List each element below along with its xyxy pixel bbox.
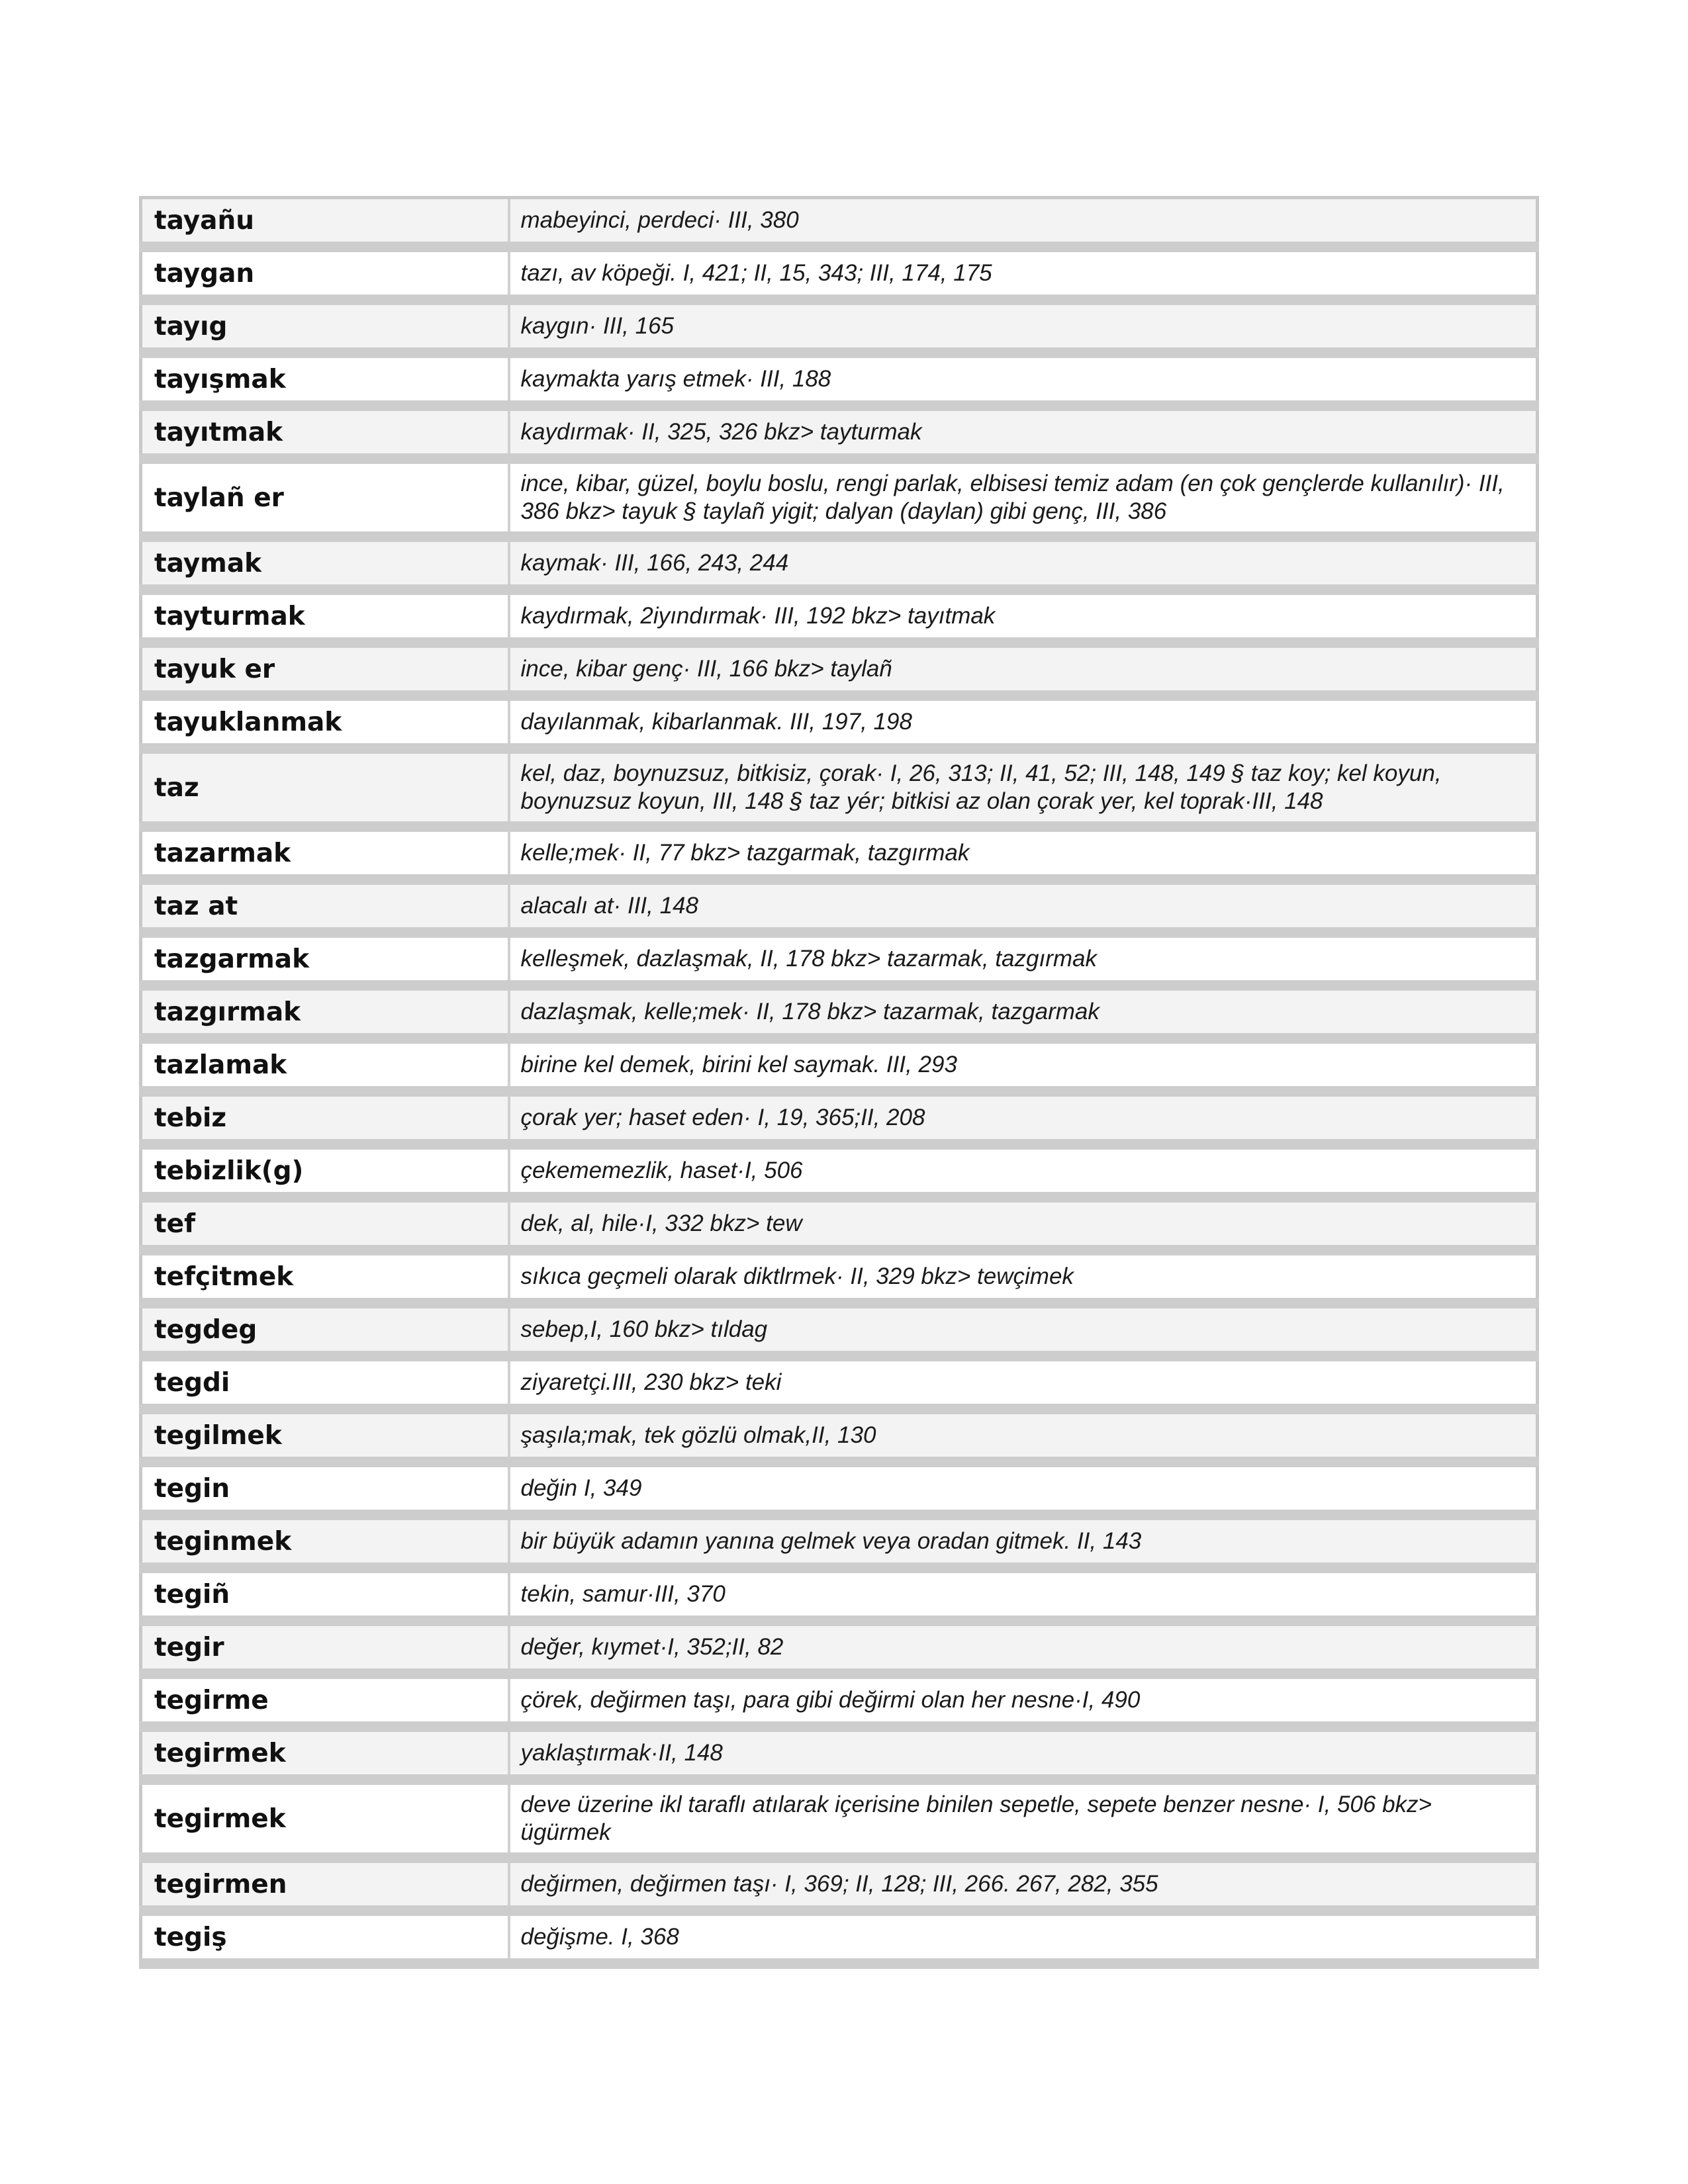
headword: tebiz <box>141 1091 509 1144</box>
table-row <box>141 1409 1538 1462</box>
table-row <box>141 1911 1538 1964</box>
definition: dazlaşmak, kelle;mek· II, 178 bkz> tazarmak, tazgarmak <box>509 985 1538 1038</box>
headword: teginmek <box>141 1515 509 1568</box>
headword: tegin <box>141 1462 509 1515</box>
table-row <box>141 1462 1538 1515</box>
headword: taz <box>141 749 509 827</box>
headword: tayışmak <box>141 353 509 406</box>
headword: tebizlik(g) <box>141 1144 509 1197</box>
definition: alacalı at· III, 148 <box>509 880 1538 933</box>
headword: tegiñ <box>141 1568 509 1621</box>
table-row <box>141 643 1538 696</box>
headword: tayturmak <box>141 590 509 643</box>
headword: tayıg <box>141 300 509 353</box>
table-row <box>141 1568 1538 1621</box>
headword: tef <box>141 1197 509 1250</box>
definition: değin I, 349 <box>509 1462 1538 1515</box>
headword: tayuk er <box>141 643 509 696</box>
definition: tekin, samur·III, 370 <box>509 1568 1538 1621</box>
headword: taygan <box>141 247 509 300</box>
headword: tazgarmak <box>141 933 509 985</box>
table-row <box>141 537 1538 590</box>
headword: taymak <box>141 537 509 590</box>
table-row <box>141 1858 1538 1911</box>
table-row <box>141 827 1538 880</box>
headword: tegilmek <box>141 1409 509 1462</box>
definition: kelleşmek, dazlaşmak, II, 178 bkz> tazarmak, tazgırmak <box>509 933 1538 985</box>
definition: kaygın· III, 165 <box>509 300 1538 353</box>
table-row <box>141 880 1538 933</box>
dictionary-table <box>139 196 1539 1969</box>
definition: deve üzerine ikl taraflı atılarak içerisine binilen sepetle, sepete benzer nesne· I, 506 bkz> ügürmek <box>509 1780 1538 1858</box>
table-row <box>141 300 1538 353</box>
definition: çörek, değirmen taşı, para gibi değirmi olan her nesne·I, 490 <box>509 1674 1538 1727</box>
definition: şaşıla;mak, tek gözlü olmak,II, 130 <box>509 1409 1538 1462</box>
table-row <box>141 933 1538 985</box>
table-row <box>141 459 1538 537</box>
definition: çorak yer; haset eden· I, 19, 365;II, 208 <box>509 1091 1538 1144</box>
table-row <box>141 1091 1538 1144</box>
headword: tazgırmak <box>141 985 509 1038</box>
definition: bir büyük adamın yanına gelmek veya oradan gitmek. II, 143 <box>509 1515 1538 1568</box>
definition: çekememezlik, haset·I, 506 <box>509 1144 1538 1197</box>
table-row <box>141 749 1538 827</box>
table-row <box>141 1250 1538 1303</box>
table-row <box>141 353 1538 406</box>
definition: değişme. I, 368 <box>509 1911 1538 1964</box>
definition: ince, kibar, güzel, boylu boslu, rengi parlak, elbisesi temiz adam (en çok gençlerde kullanılır)· III, 386 bkz> tayuk § taylañ yigit; dalyan (daylan) gibi genç, III, 386 <box>509 459 1538 537</box>
definition: yaklaştırmak·II, 148 <box>509 1727 1538 1780</box>
table-row <box>141 1303 1538 1356</box>
table-row <box>141 696 1538 749</box>
headword: taz at <box>141 880 509 933</box>
table-row <box>141 1038 1538 1091</box>
table-row <box>141 1780 1538 1858</box>
definition: ince, kibar genç· III, 166 bkz> taylañ <box>509 643 1538 696</box>
definition: kelle;mek· II, 77 bkz> tazgarmak, tazgırmak <box>509 827 1538 880</box>
definition: değer, kıymet·I, 352;II, 82 <box>509 1621 1538 1674</box>
definition: mabeyinci, perdeci· III, 380 <box>509 198 1538 248</box>
table-row <box>141 1674 1538 1727</box>
definition: dayılanmak, kibarlanmak. III, 197, 198 <box>509 696 1538 749</box>
headword: tegdi <box>141 1356 509 1409</box>
definition: kaydırmak· II, 325, 326 bkz> tayturmak <box>509 406 1538 459</box>
definition: tazı, av köpeği. I, 421; II, 15, 343; III, 174, 175 <box>509 247 1538 300</box>
headword: tegir <box>141 1621 509 1674</box>
headword: tazarmak <box>141 827 509 880</box>
definition: ziyaretçi.III, 230 bkz> teki <box>509 1356 1538 1409</box>
headword: tayañu <box>141 198 509 248</box>
table-row <box>141 1197 1538 1250</box>
table-row <box>141 247 1538 300</box>
table-row <box>141 1515 1538 1568</box>
headword: tegirmek <box>141 1780 509 1858</box>
definition: sıkıca geçmeli olarak diktlrmek· II, 329 bkz> tewçimek <box>509 1250 1538 1303</box>
definition: birine kel demek, birini kel saymak. III, 293 <box>509 1038 1538 1091</box>
headword: tefçitmek <box>141 1250 509 1303</box>
definition: dek, al, hile·I, 332 bkz> tew <box>509 1197 1538 1250</box>
headword: tayuklanmak <box>141 696 509 749</box>
headword: tegdeg <box>141 1303 509 1356</box>
definition: kaymak· III, 166, 243, 244 <box>509 537 1538 590</box>
table-row <box>141 1144 1538 1197</box>
table-row <box>141 985 1538 1038</box>
headword: tegirmek <box>141 1727 509 1780</box>
table-row <box>141 1621 1538 1674</box>
table-row <box>141 198 1538 248</box>
headword: tegirme <box>141 1674 509 1727</box>
definition: kaydırmak, 2iyındırmak· III, 192 bkz> tayıtmak <box>509 590 1538 643</box>
headword: tayıtmak <box>141 406 509 459</box>
table-row <box>141 406 1538 459</box>
table-row <box>141 1727 1538 1780</box>
headword: tegiş <box>141 1911 509 1964</box>
headword: taylañ er <box>141 459 509 537</box>
definition: değirmen, değirmen taşı· I, 369; II, 128; III, 266. 267, 282, 355 <box>509 1858 1538 1911</box>
definition: sebep,I, 160 bkz> tıldag <box>509 1303 1538 1356</box>
table-row <box>141 590 1538 643</box>
headword: tazlamak <box>141 1038 509 1091</box>
definition: kel, daz, boynuzsuz, bitkisiz, çorak· I, 26, 313; II, 41, 52; III, 148, 149 § taz koy; kel koyun, boynuzsuz koyun, III, 148 § taz yér; bitkisi az olan çorak yer, kel toprak·III, 148 <box>509 749 1538 827</box>
table-row <box>141 1356 1538 1409</box>
definition: kaymakta yarış etmek· III, 188 <box>509 353 1538 406</box>
headword: tegirmen <box>141 1858 509 1911</box>
